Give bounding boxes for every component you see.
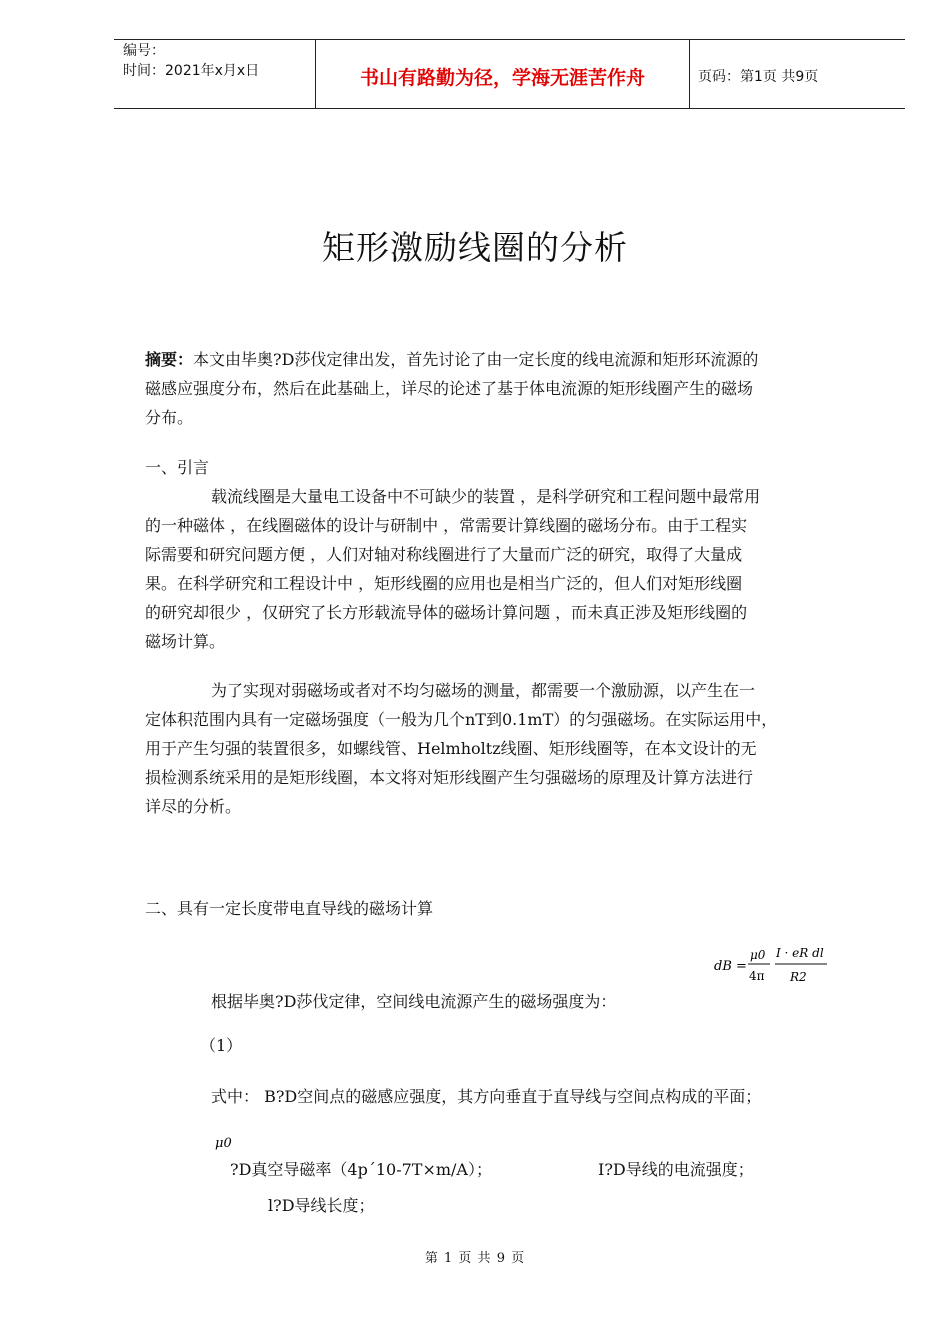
page-header — [114, 39, 905, 109]
symbol-definition-current: I?D导线的电流强度； — [598, 1160, 754, 1179]
biot-savart-statement: 根据毕奥?D莎伐定律，空间线电流源产生的磁场强度为： — [211, 992, 617, 1011]
paragraph-line: 载流线圈是大量电工设备中不可缺少的装置 ，是科学研究和工程问题中最常用 — [211, 487, 761, 506]
symbol-definition-length: l?D导线长度； — [268, 1196, 375, 1215]
symbol-definition-mu: ?D真空导磁率（4p´10-7T×m/A）； — [230, 1160, 492, 1179]
abstract-label: 摘要： — [145, 350, 194, 369]
formula-coef-numerator: μ0 — [750, 948, 766, 962]
page-footer: 第 1 页 共 9 页 — [424, 1251, 526, 1266]
header-page-number: 页码：第1页 共9页 — [698, 69, 819, 85]
header-info-cell — [114, 40, 316, 108]
symbol-definition-b: 式中： B?D空间点的磁感应强度，其方向垂直于直导线与空间点构成的平面； — [211, 1087, 762, 1106]
document-title: 矩形激励线圈的分析 — [322, 228, 628, 267]
paragraph-line: 磁场计算。 — [145, 632, 226, 651]
header-motto: 书山有路勤为径，学海无涯苦作舟 — [359, 67, 645, 89]
document-number: 编号： — [123, 43, 165, 59]
paragraph-line: 定体积范围内具有一定磁场强度（一般为几个nT到0.1mT）的匀强磁场。在实际运用中， — [145, 710, 778, 729]
paragraph-line: 损检测系统采用的是矩形线圈，本文将对矩形线圈产生匀强磁场的原理及计算方法进行 — [145, 768, 754, 787]
abstract-line: 分布。 — [145, 408, 194, 427]
paragraph-line: 的一种磁体 ，在线圈磁体的设计与研制中 ，常需要计算线圈的磁场分布。由于工程实 — [145, 516, 748, 535]
paragraph-line: 用于产生匀强的装置很多，如螺线管、Helmholtz线圈、矩形线圈等，在本文设计的无 — [145, 739, 757, 758]
section-heading-intro: 一、引言 — [145, 458, 210, 477]
intro-paragraph-1 — [145, 482, 890, 656]
abstract-line: 本文由毕奥?D莎伐定律出发，首先讨论了由一定长度的线电流源和矩形环流源的 — [193, 350, 759, 369]
intro-paragraph-2 — [145, 676, 890, 821]
formula-denominator: R2 — [790, 970, 807, 984]
paragraph-line: 的研究却很少 ，仅研究了长方形载流导体的磁场计算问题 ，而未真正涉及矩形线圈的 — [145, 603, 748, 622]
equation-number: （1） — [200, 1036, 243, 1055]
paragraph-line: 际需要和研究问题方便 ，人们对轴对称线圈进行了大量而广泛的研究，取得了大量成 — [145, 545, 743, 564]
formula-lhs: dB = — [714, 959, 747, 974]
mu-zero-symbol — [214, 1131, 234, 1153]
mu-symbol-text: μ0 — [215, 1136, 232, 1151]
paragraph-line: 详尽的分析。 — [145, 797, 242, 816]
abstract — [145, 345, 890, 432]
abstract-line: 磁感应强度分布，然后在此基础上，详尽的论述了基于体电流源的矩形线圈产生的磁场 — [145, 379, 754, 398]
paragraph-line: 果。在科学研究和工程设计中 ，矩形线圈的应用也是相当广泛的，但人们对矩形线圈 — [145, 574, 743, 593]
header-page-cell — [690, 40, 905, 108]
section-heading-wire: 二、具有一定长度带电直导线的磁场计算 — [145, 899, 434, 918]
header-motto-cell — [316, 40, 690, 108]
biot-savart-formula — [712, 942, 832, 988]
formula-coef-denominator: 4π — [749, 969, 765, 983]
document-date: 时间：2021年x月x日 — [123, 63, 260, 79]
formula-numerator: I · eR dl — [776, 946, 824, 960]
paragraph-line: 为了实现对弱磁场或者对不均匀磁场的测量，都需要一个激励源，以产生在一 — [211, 681, 756, 700]
